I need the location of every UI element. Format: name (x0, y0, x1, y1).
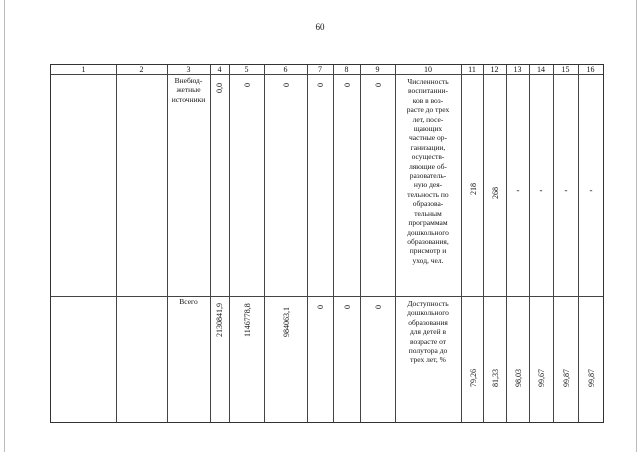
column-border-2 (167, 65, 168, 422)
column-header-15: 15 (561, 65, 570, 74)
row1-col8-value: 0 (343, 83, 352, 87)
row2-indicator-name: Доступность дошкольного образования для детей в возрасте от полутора до трех лет, % (407, 299, 449, 365)
column-header-3: 3 (186, 65, 191, 74)
row2-col12-value: 81,33 (491, 369, 500, 387)
row2-col11-value: 79,26 (469, 369, 478, 387)
column-header-9: 9 (375, 65, 380, 74)
row2-col8-value: 0 (343, 305, 352, 309)
row1-indicator-name: Численность воспитанни- ков в воз- расте до трех лет, посе- щающих частные ор- ганизации, осуществ- ляющие об- разователь- ную дея- тельность по образова- тельным программам дошкольного образования, присмотр и уход, чел. (406, 77, 450, 265)
row2-col9-value: 0 (374, 305, 383, 309)
column-border-1 (116, 65, 117, 422)
row1-col12-value: 268 (491, 187, 500, 199)
row2-col7-value: 0 (316, 305, 325, 309)
column-border-15 (578, 65, 579, 422)
column-header-8: 8 (344, 65, 349, 74)
column-border-4 (229, 65, 230, 422)
row2-col16-value: 99,87 (587, 369, 596, 387)
scan-edge-left (4, 0, 5, 452)
row1-col14-value: - (539, 185, 543, 195)
row2-col13-value: 98,03 (514, 369, 523, 387)
row1-source-label: Внебюд- жетные источники (171, 76, 206, 104)
column-header-16: 16 (586, 65, 595, 74)
column-border-8 (360, 65, 361, 422)
row-divider (51, 296, 603, 297)
row1-col7-value: 0 (316, 83, 325, 87)
column-header-4: 4 (217, 65, 222, 74)
column-border-10 (461, 65, 462, 422)
column-border-12 (506, 65, 507, 422)
row2-col14-value: 99,67 (537, 369, 546, 387)
row2-col6-value: 984063,1 (282, 307, 291, 337)
column-border-11 (483, 65, 484, 422)
row1-col11-value: 218 (469, 183, 478, 195)
column-border-7 (333, 65, 334, 422)
column-header-10: 10 (424, 65, 432, 74)
column-header-2: 2 (139, 65, 144, 74)
header-divider (51, 74, 603, 75)
row2-col4-value: 2130841,9 (215, 303, 224, 337)
scan-edge-right (636, 0, 637, 452)
row2-total-label: Всего (179, 297, 198, 306)
column-header-14: 14 (537, 65, 545, 74)
row2-col5-value: 1146778,8 (243, 303, 252, 337)
data-table (50, 64, 604, 423)
column-header-6: 6 (283, 65, 288, 74)
column-border-14 (553, 65, 554, 422)
column-header-1: 1 (81, 65, 86, 74)
column-border-13 (529, 65, 530, 422)
column-border-3 (210, 65, 211, 422)
row1-col13-value: - (516, 185, 520, 195)
row1-col5-value: 0 (243, 83, 252, 87)
column-header-7: 7 (318, 65, 322, 74)
column-header-5: 5 (244, 65, 249, 74)
row1-col9-value: 0 (374, 83, 383, 87)
row1-col6-value: 0 (282, 83, 291, 87)
row2-col15-value: 99,87 (562, 369, 571, 387)
column-border-6 (307, 65, 308, 422)
column-header-13: 13 (513, 65, 522, 74)
page-number: 60 (315, 22, 325, 32)
row1-col4-value: 0,0 (215, 83, 224, 93)
column-header-11: 11 (468, 65, 476, 74)
row1-col16-value: - (589, 185, 593, 195)
column-border-5 (264, 65, 265, 422)
column-header-12: 12 (490, 65, 499, 74)
row1-col15-value: - (564, 185, 568, 195)
